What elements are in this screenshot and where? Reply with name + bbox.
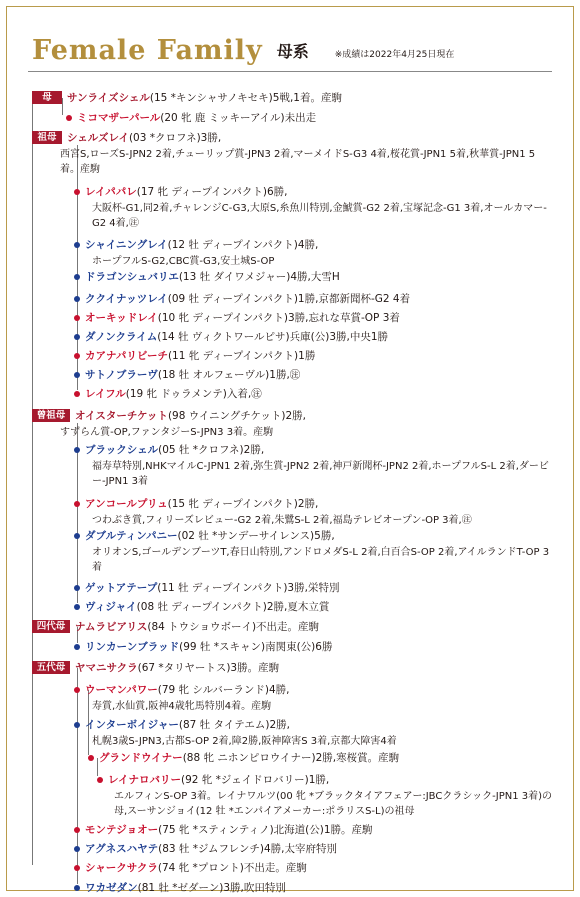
horse-detail: (74 牝 *プロント)不出走。産駒 xyxy=(157,862,307,874)
title-english: Female Family xyxy=(32,35,263,66)
entry-headline xyxy=(85,387,262,401)
generation-tag: 五代母 xyxy=(32,661,70,674)
entry-headline xyxy=(75,409,306,423)
race-record: 福寿草特別,NHKマイルC-JPN1 2着,弥生賞-JPN2 2着,神戸新聞杯-JPN2 2着,ホープフルS-L 2着,ダービー-JPN1 3着 xyxy=(92,461,549,487)
female-dot-icon xyxy=(74,189,80,195)
male-dot-icon xyxy=(74,242,80,248)
horse-name: シェルズレイ xyxy=(67,132,129,144)
entry-headline xyxy=(85,330,388,344)
horse-detail: (17 牝 ディープインパクト)6勝, xyxy=(136,186,288,198)
horse-name: モンテジョオー xyxy=(85,824,159,836)
horse-detail: (67 *タリヤートス)3勝。産駒 xyxy=(137,662,280,674)
connector-line xyxy=(32,138,33,409)
horse-name: オーキッドレイ xyxy=(85,312,158,324)
horse-detail: (75 牝 *スティンティノ)北海道(公)1勝。産駒 xyxy=(158,824,373,836)
race-record: つわぶき賞,フィリーズレビュー-G2 2着,朱鷺S-L 2着,福島テレビオープン-OP 3着,㊟ xyxy=(92,515,472,526)
horse-name: レイパパレ xyxy=(85,186,137,198)
entry-headline xyxy=(85,683,290,697)
race-record: オリオンS,ゴールデンブーツT,春日山特別,アンドロメダS-L 2着,白百合S-OP 2着,アイルランドT-OP 3着 xyxy=(92,547,550,573)
horse-name: サンライズシェル xyxy=(67,92,150,104)
connector-line xyxy=(62,98,63,115)
entry-headline xyxy=(85,270,340,284)
entry-headline xyxy=(75,661,279,675)
horse-detail: (15 牝 ディープインパクト)2勝, xyxy=(167,498,319,510)
horse-name: レイナロバリー xyxy=(108,774,181,786)
female-dot-icon xyxy=(74,827,80,833)
male-dot-icon xyxy=(74,372,80,378)
generation-tag: 祖母 xyxy=(32,131,62,144)
race-record: 札幌3歳S-JPN3,古都S-OP 2着,障2勝,阪神障害S 3着,京都大障害4着 xyxy=(92,736,397,747)
horse-name: シャークサクラ xyxy=(85,862,158,874)
female-dot-icon xyxy=(66,115,72,121)
horse-name: シャイニングレイ xyxy=(85,239,168,251)
entry-headline xyxy=(85,861,307,875)
female-dot-icon xyxy=(74,501,80,507)
connector-line xyxy=(32,668,33,865)
generation-tag: 曾祖母 xyxy=(32,409,70,422)
connector-line xyxy=(97,758,98,776)
entry-headline xyxy=(85,581,339,595)
male-dot-icon xyxy=(74,296,80,302)
generation-tag: 母 xyxy=(32,91,62,104)
horse-name: ダブルティンパニー xyxy=(85,530,178,542)
horse-name: ゲットアテープ xyxy=(85,582,158,594)
horse-detail: (18 牡 オルフェーヴル)1勝,㊟ xyxy=(157,369,301,381)
horse-name: アンコールプリュ xyxy=(85,498,168,510)
horse-detail: (11 牝 ディープインパクト)1勝 xyxy=(167,350,316,362)
entry-headline xyxy=(85,311,400,325)
horse-detail: (87 牡 タイテエム)2勝, xyxy=(178,719,290,731)
horse-name: オイスターチケット xyxy=(75,410,168,422)
header xyxy=(32,30,454,64)
horse-detail: (02 牡 *サンデーサイレンス)5勝, xyxy=(177,530,335,542)
connector-line xyxy=(32,416,33,620)
as-of-note: ※成績は2022年4月25日現在 xyxy=(334,50,455,60)
female-dot-icon xyxy=(74,315,80,321)
female-dot-icon xyxy=(74,687,80,693)
horse-name: ウーマンパワー xyxy=(85,684,158,696)
race-record: 西宮S,ローズS-JPN2 2着,チューリップ賞-JPN3 2着,マーメイドS-G3 4着,桜花賞-JPN1 5着,秋華賞-JPN1 5着。産駒 xyxy=(60,149,536,175)
horse-detail: (11 牡 ディープインパクト)3勝,栄特別 xyxy=(157,582,340,594)
male-dot-icon xyxy=(74,447,80,453)
horse-name: グランドウイナー xyxy=(99,752,183,764)
male-dot-icon xyxy=(74,885,80,891)
horse-name: カアナパリビーチ xyxy=(85,350,168,362)
male-dot-icon xyxy=(74,722,80,728)
entry-headline xyxy=(85,443,264,457)
horse-detail: (98 ウイニングチケット)2勝, xyxy=(167,410,306,422)
female-dot-icon xyxy=(88,755,94,761)
male-dot-icon xyxy=(74,604,80,610)
entry-headline xyxy=(85,842,337,856)
horse-detail: (88 牝 ニホンピロウイナー)2勝,寒桜賞。産駒 xyxy=(182,752,400,764)
race-record: ホープフルS-G2,CBC賞-G3,安土城S-OP xyxy=(92,256,275,267)
male-dot-icon xyxy=(74,274,80,280)
entry-headline xyxy=(85,292,410,306)
horse-name: ナムラビアリス xyxy=(75,621,148,633)
horse-detail: (92 牝 *ジェイドロバリー)1勝, xyxy=(180,774,330,786)
horse-detail: (14 牡 ヴィクトワールピサ)兵庫(公)3勝,中央1勝 xyxy=(157,331,389,343)
horse-name: ドラゴンシュバリエ xyxy=(85,271,179,283)
horse-name: ダノンクライム xyxy=(85,331,158,343)
horse-detail: (83 牡 *ジムフレンチ)4勝,太宰府特別 xyxy=(158,843,337,855)
male-dot-icon xyxy=(74,846,80,852)
horse-detail: (79 牝 シルバーランド)4勝, xyxy=(157,684,290,696)
female-dot-icon xyxy=(74,391,80,397)
entry-headline xyxy=(108,773,329,787)
horse-name: インターボイジャー xyxy=(85,719,179,731)
horse-detail: (03 *クロフネ)3勝, xyxy=(128,132,222,144)
horse-detail: (99 牡 *スキャン)南関東(公)6勝 xyxy=(179,641,333,653)
entry-headline xyxy=(99,751,399,765)
entry-headline xyxy=(85,497,318,511)
female-dot-icon xyxy=(74,353,80,359)
horse-name: ヤマニサクラ xyxy=(75,662,138,674)
male-dot-icon xyxy=(74,644,80,650)
entry-headline xyxy=(85,718,290,732)
horse-detail: (12 牡 ディープインパクト)4勝, xyxy=(167,239,319,251)
race-record: 大阪杯-G1,同2着,チャレンジC-G3,大原S,糸魚川特別,金鯱賞-G2 2着,宝塚記念-G1 3着,オールカマー-G2 4着,㊟ xyxy=(92,203,547,229)
male-dot-icon xyxy=(74,334,80,340)
horse-name: リンカーンブラッド xyxy=(85,641,180,653)
entry-headline xyxy=(85,185,287,199)
race-record: すずらん賞-OP,ファンタジーS-JPN3 3着。産駒 xyxy=(60,427,274,438)
horse-detail: (10 牝 ディープインパクト)3勝,忘れな草賞-OP 3着 xyxy=(157,312,400,324)
horse-name: ワカゼダン xyxy=(85,882,138,894)
horse-detail: (05 牡 *クロフネ)2勝, xyxy=(158,444,265,456)
entry-headline xyxy=(67,131,221,145)
generation-tag: 四代母 xyxy=(32,620,70,633)
race-record: 寿賞,水仙賞,阪神4歳牝馬特別4着。産駒 xyxy=(92,701,272,712)
entry-headline xyxy=(85,529,335,543)
entry-headline xyxy=(77,111,316,125)
race-record: エルフィンS-OP 3着。レイナワルツ(00 牝 *ブラックタイアフェアー:JBCクラシック-JPN1 3着)の母,スーサンジョイ(12 牡 *エンパイアメーカー:ポラリスS-L)の祖母 xyxy=(114,791,553,817)
horse-detail: (81 牡 *ゼダーン)3勝,吹田特別 xyxy=(137,882,286,894)
horse-name: ブラックシェル xyxy=(85,444,159,456)
horse-name: サトノブラーヴ xyxy=(85,369,158,381)
title-japanese: 母系 xyxy=(276,42,309,61)
entry-headline xyxy=(85,881,286,895)
horse-detail: (84 トウショウボーイ)不出走。産駒 xyxy=(147,621,320,633)
entry-headline xyxy=(85,823,373,837)
horse-name: アグネスハヤテ xyxy=(85,843,159,855)
female-dot-icon xyxy=(97,777,103,783)
horse-detail: (13 牡 ダイワメジャー)4勝,大雪H xyxy=(178,271,340,283)
male-dot-icon xyxy=(74,585,80,591)
male-dot-icon xyxy=(74,533,80,539)
horse-name: ククイナッツレイ xyxy=(85,293,168,305)
entry-headline xyxy=(85,349,315,363)
entry-headline xyxy=(85,640,332,654)
entry-headline xyxy=(67,91,342,105)
female-dot-icon xyxy=(74,865,80,871)
horse-detail: (19 牝 ドゥラメンテ)入着,㊟ xyxy=(125,388,262,400)
horse-detail: (15 *キンシャサノキセキ)5戦,1着。産駒 xyxy=(149,92,342,104)
entry-headline xyxy=(85,238,318,252)
entry-headline xyxy=(75,620,319,634)
header-rule xyxy=(28,71,552,72)
horse-name: ミコマザーパール xyxy=(77,112,161,124)
horse-detail: (09 牡 ディープインパクト)1勝,京都新聞杯-G2 4着 xyxy=(167,293,411,305)
horse-name: ヴィジャイ xyxy=(85,601,137,613)
horse-detail: (20 牝 鹿 ミッキーアイル)未出走 xyxy=(160,112,317,124)
horse-name: レイフル xyxy=(85,388,126,400)
entry-headline xyxy=(85,368,300,382)
horse-detail: (08 牡 ディープインパクト)2勝,夏木立賞 xyxy=(136,601,330,613)
entry-headline xyxy=(85,600,329,614)
